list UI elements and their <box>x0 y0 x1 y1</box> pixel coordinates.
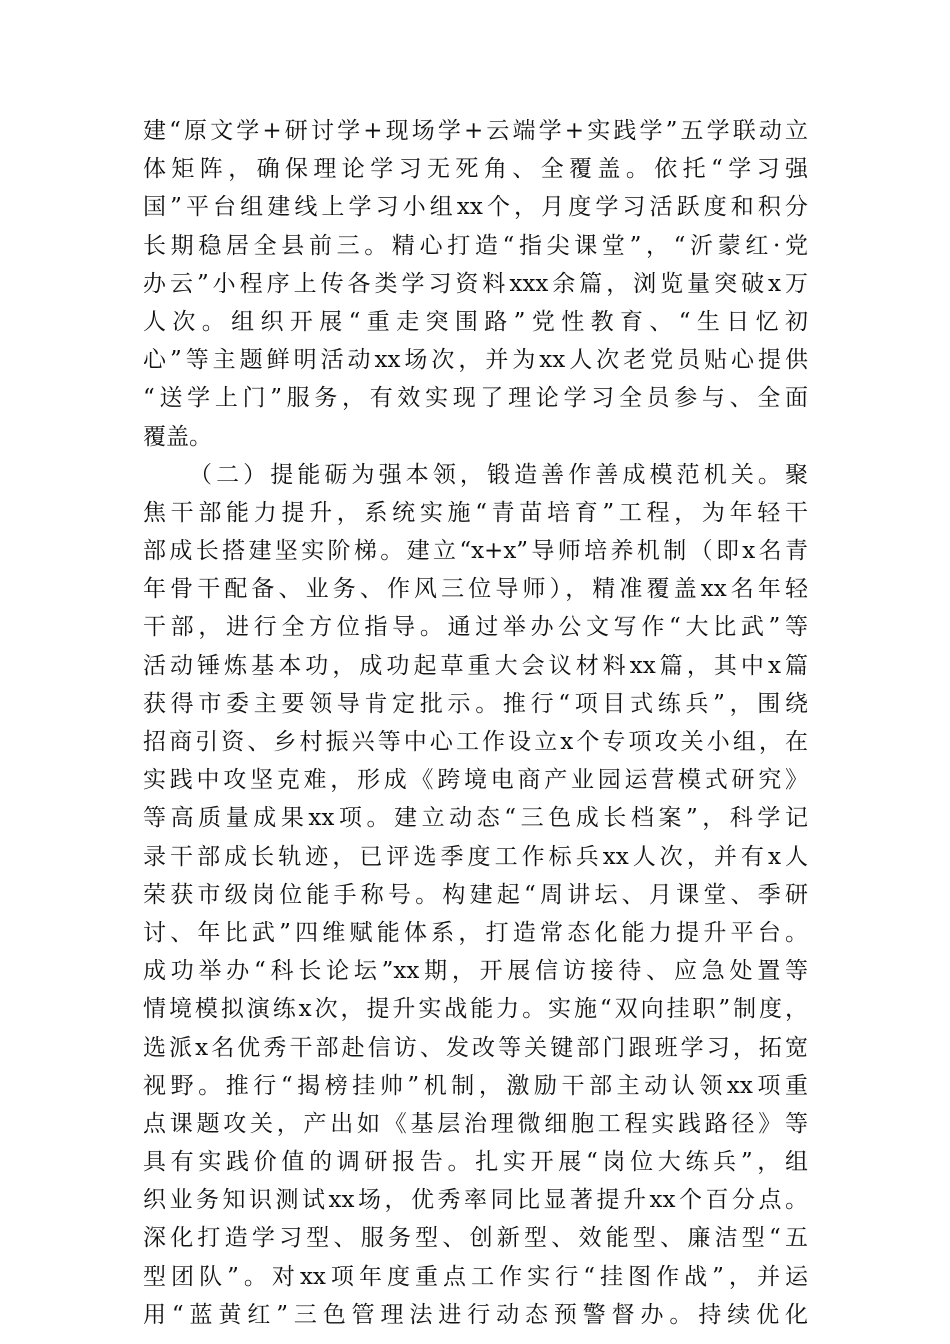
text-line: 荣获市级岗位能手称号。构建起“周讲坛、月课堂、季研 <box>143 881 808 908</box>
section-heading-line: （二）提能砺为强本领，锻造善作善成模范机关。聚 <box>189 461 808 488</box>
text-line: 深化打造学习型、服务型、创新型、效能型、廉洁型“五 <box>143 1225 808 1252</box>
text-line: 心”等主题鲜明活动xx场次，并为xx人次老党员贴心提供 <box>143 347 808 374</box>
text-line: 视野。推行“揭榜挂帅”机制，激励干部主动认领xx项重 <box>143 1072 808 1099</box>
text-line: 年骨干配备、业务、作风三位导师），精准覆盖xx名年轻 <box>143 576 808 603</box>
text-line: 用“蓝黄红”三色管理法进行动态预警督办。持续优化 <box>143 1301 808 1328</box>
text-line: 型团队”。对xx项年度重点工作实行“挂图作战”，并运 <box>143 1263 808 1290</box>
text-line: 办云”小程序上传各类学习资料xxx余篇，浏览量突破x万 <box>143 270 808 297</box>
text-line: 长期稳居全县前三。精心打造“指尖课堂”，“沂蒙红·党 <box>143 232 808 259</box>
text-line: 等高质量成果xx项。建立动态“三色成长档案”，科学记 <box>143 805 808 832</box>
text-line: 招商引资、乡村振兴等中心工作设立x个专项攻关小组，在 <box>143 729 808 755</box>
text-line: 点课题攻关，产出如《基层治理微细胞工程实践路径》等 <box>143 1110 808 1137</box>
text-line: 成功举办“科长论坛”xx期，开展信访接待、应急处置等 <box>143 958 808 985</box>
text-line: 国”平台组建线上学习小组xx个，月度学习活跃度和积分 <box>143 194 808 221</box>
text-line: 建“原文学+研讨学+现场学+云端学+实践学”五学联动立 <box>143 118 808 144</box>
text-line: 焦干部能力提升，系统实施“青苗培育”工程，为年轻干 <box>143 499 808 526</box>
text-line: 录干部成长轨迹，已评选季度工作标兵xx人次，并有x人 <box>143 843 808 870</box>
text-line: 选派x名优秀干部赴信访、发改等关键部门跟班学习，拓宽 <box>143 1034 808 1061</box>
text-line: 情境模拟演练x次，提升实战能力。实施“双向挂职”制度， <box>143 996 808 1023</box>
text-line: “送学上门”服务，有效实现了理论学习全员参与、全面 <box>143 385 808 412</box>
text-line: 活动锤炼基本功，成功起草重大会议材料xx篇，其中x篇 <box>143 652 808 679</box>
text-line: 具有实践价值的调研报告。扎实开展“岗位大练兵”，组 <box>143 1149 808 1176</box>
document-body <box>143 112 808 1334</box>
text-line: 实践中攻坚克难，形成《跨境电商产业园运营模式研究》 <box>143 767 808 794</box>
text-line: 覆盖。 <box>143 423 212 450</box>
text-line: 体矩阵，确保理论学习无死角、全覆盖。依托“学习强 <box>143 156 808 183</box>
text-line: 讨、年比武”四维赋能体系，打造常态化能力提升平台。 <box>143 919 808 946</box>
text-line: 获得市委主要领导肯定批示。推行“项目式练兵”，围绕 <box>143 690 808 717</box>
text-line: 人次。组织开展“重走突围路”党性教育、“生日忆初 <box>143 308 808 335</box>
text-line: 干部，进行全方位指导。通过举办公文写作“大比武”等 <box>143 614 808 641</box>
text-line: 部成长搭建坚实阶梯。建立“x+x”导师培养机制（即x名青 <box>143 538 808 565</box>
text-line: 织业务知识测试xx场，优秀率同比显著提升xx个百分点。 <box>143 1187 808 1214</box>
